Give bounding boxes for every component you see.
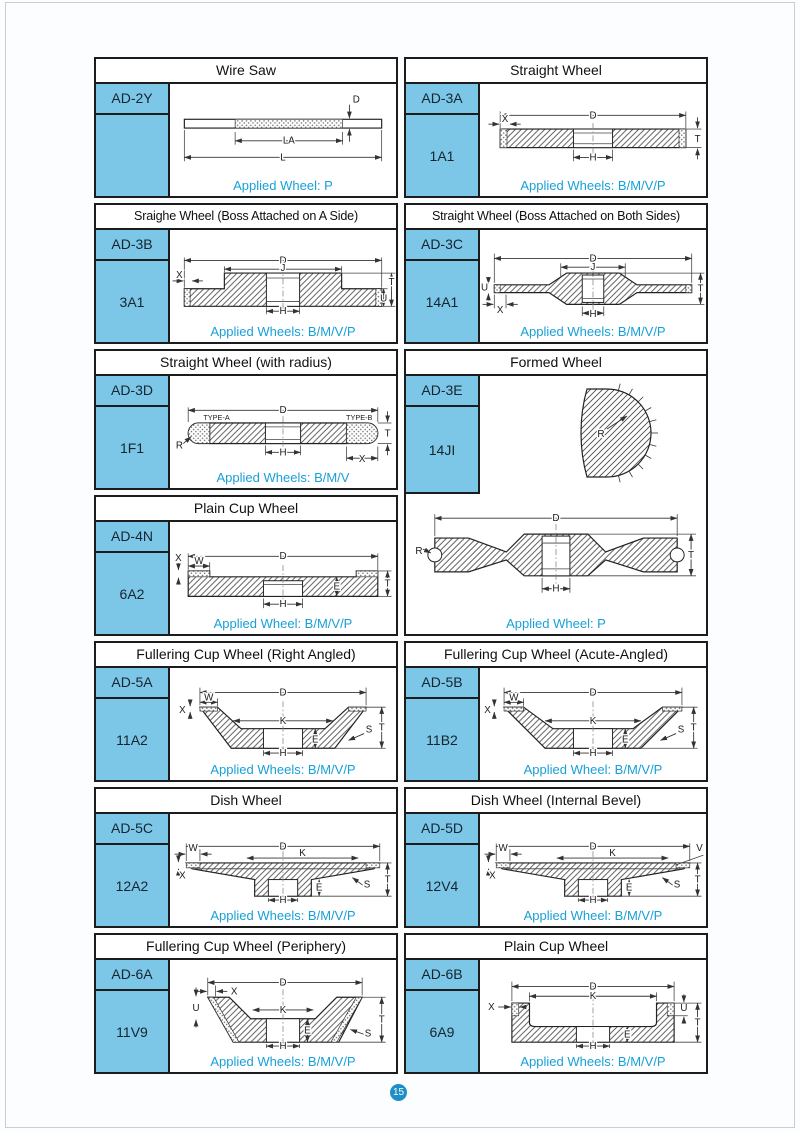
dim-label-h: H <box>279 446 287 458</box>
code-sidebar <box>96 376 170 488</box>
dim-label-d: D <box>279 404 287 416</box>
dim-label-x: X <box>501 113 509 125</box>
dim-label-e: E <box>621 733 629 745</box>
dim-label-h: H <box>279 747 287 758</box>
dim-label-h: H <box>589 1040 597 1050</box>
code-sidebar <box>406 668 480 780</box>
code-sidebar <box>96 522 170 634</box>
catalog-code: AD-5C <box>96 814 168 845</box>
cell-title: Formed Wheel <box>406 351 706 376</box>
formed-profile <box>581 389 651 477</box>
shape-code: 14A1 <box>425 293 459 310</box>
dim-label-x: X <box>179 870 186 882</box>
fullering-periphery-diagram <box>170 964 396 1050</box>
cell-title: Plain Cup Wheel <box>406 935 706 960</box>
dim-label-j: J <box>280 262 286 274</box>
dim-label-u: U <box>380 292 388 304</box>
dim-label-t: T <box>388 276 395 288</box>
applied-wheels-text: Applied Wheels: B/M/V/P <box>520 324 666 339</box>
plain-cup-2-diagram <box>480 964 706 1050</box>
plain-cup-diagram <box>170 526 396 612</box>
wheel-table <box>94 57 708 1074</box>
catalog-code: AD-4N <box>96 522 168 553</box>
straight-radius-diagram <box>170 380 396 466</box>
applied-wheels-text: Applied Wheels: B/M/V/P <box>520 1054 666 1069</box>
dim-label-h: H <box>589 747 597 758</box>
applied-wheels-text: Applied Wheels: B/M/V <box>216 470 350 485</box>
code-sidebar <box>96 668 170 780</box>
formed-profile-diagram <box>489 383 699 487</box>
dim-label-la: LA <box>282 135 295 147</box>
dim-label-e: E <box>333 581 341 593</box>
cell-title: Dish Wheel <box>96 789 396 814</box>
dim-label-x: X <box>176 269 183 281</box>
applied-wheels-text: Applied Wheels: B/M/V/P <box>210 324 356 339</box>
dim-label-h: H <box>279 1040 287 1050</box>
applied-wheels-text: Applied Wheel: B/M/V/P <box>213 616 353 631</box>
cell-title: Wire Saw <box>96 59 396 84</box>
dim-label-h: H <box>552 583 560 595</box>
cell-fullering-right <box>94 641 398 782</box>
catalog-code: AD-3E <box>406 376 478 407</box>
dim-label-v: V <box>696 842 703 854</box>
shape-code: 3A1 <box>119 293 145 310</box>
dim-label-k: K <box>589 715 597 727</box>
left-column <box>94 57 398 1074</box>
dim-label-d: D <box>589 686 597 698</box>
dim-label-s: S <box>673 878 681 890</box>
cell-title: Sraighe Wheel (Boss Attached on A Side) <box>96 205 396 230</box>
code-sidebar <box>406 960 480 1072</box>
dim-label-r: R <box>175 439 183 451</box>
boss-one-side-diagram <box>170 234 396 320</box>
type-b-label: TYPE-B <box>346 412 373 422</box>
catalog-code: AD-6A <box>96 960 168 991</box>
catalog-code: AD-3D <box>96 376 168 407</box>
dim-label-w: W <box>188 842 198 854</box>
catalog-code: AD-6B <box>406 960 478 991</box>
dim-label-x: X <box>484 704 491 716</box>
dim-label-h: H <box>589 151 597 163</box>
code-sidebar <box>96 960 170 1072</box>
dim-label-x: X <box>179 704 186 716</box>
dim-label-x: X <box>489 870 496 882</box>
left-notch <box>428 548 442 562</box>
applied-wheels-text: Applied Wheels: B/M/V/P <box>210 762 356 777</box>
cell-formed <box>404 349 708 636</box>
abrasive-segment <box>235 119 342 128</box>
applied-wheels-text: Applied Wheel: P <box>506 616 606 631</box>
right-notch <box>670 548 684 562</box>
dim-label-d: D <box>352 94 360 106</box>
applied-wheels-text: Applied Wheel: B/M/V/P <box>523 762 663 777</box>
cell-title: Straight Wheel (Boss Attached on Both Sides) <box>406 205 706 230</box>
catalog-code: AD-3A <box>406 84 478 115</box>
dim-label-k: K <box>609 847 616 859</box>
dim-label-e: E <box>623 1028 631 1040</box>
shape-code: 6A2 <box>119 585 145 602</box>
cell-plain-cup <box>94 495 398 636</box>
applied-wheels-text: Applied Wheel: P <box>233 178 333 193</box>
boss-both-sides-diagram <box>480 234 706 320</box>
dim-label-d: D <box>279 550 287 562</box>
applied-wheels-text: Applied Wheels: B/M/V/P <box>210 1054 356 1069</box>
dim-label-x: X <box>488 1001 495 1013</box>
cell-title: Dish Wheel (Internal Bevel) <box>406 789 706 814</box>
dim-label-t: T <box>697 283 704 295</box>
dim-label-d: D <box>589 980 597 992</box>
cell-boss-both-sides <box>404 203 708 344</box>
dim-label-r: R <box>415 545 423 557</box>
type-a-label: TYPE-A <box>203 412 230 422</box>
dim-label-u: U <box>680 1002 688 1014</box>
cell-title: Fullering Cup Wheel (Right Angled) <box>96 643 396 668</box>
dim-label-t: T <box>690 722 697 734</box>
dim-label-x: X <box>230 985 238 997</box>
dim-label-t: T <box>378 1014 385 1026</box>
catalog-code: AD-3C <box>406 230 478 261</box>
shape-code: 1A1 <box>429 147 455 164</box>
code-sidebar <box>406 376 480 494</box>
right-column <box>404 57 708 1074</box>
dim-label-w: W <box>194 555 204 567</box>
shape-code: 11B2 <box>426 731 458 748</box>
dim-label-k: K <box>279 715 287 727</box>
code-sidebar <box>96 230 170 342</box>
code-sidebar <box>96 84 170 196</box>
cell-title: Plain Cup Wheel <box>96 497 396 522</box>
dim-label-e: E <box>311 733 319 745</box>
cell-plain-cup-2 <box>404 933 708 1074</box>
applied-wheels-text: Applied Wheel: B/M/V/P <box>523 908 663 923</box>
cell-boss-one-side <box>94 203 398 344</box>
dim-label-k: K <box>279 1004 287 1016</box>
dim-label-e: E <box>315 881 323 893</box>
dim-label-t: T <box>694 133 701 145</box>
applied-wheels-text: Applied Wheels: B/M/V/P <box>210 908 356 923</box>
cell-fullering-acute <box>404 641 708 782</box>
cell-title: Straight Wheel <box>406 59 706 84</box>
dim-label-e: E <box>625 881 633 893</box>
dim-label-s: S <box>677 724 685 736</box>
dim-label-t: T <box>694 874 701 885</box>
dim-label-h: H <box>589 308 597 320</box>
code-sidebar <box>406 814 480 926</box>
dim-label-d: D <box>589 109 597 121</box>
dim-label-h: H <box>279 305 287 317</box>
dim-label-d: D <box>279 686 287 698</box>
dim-label-d: D <box>279 840 287 852</box>
dim-label-r: R <box>597 429 605 440</box>
dim-label-s: S <box>363 878 371 890</box>
page-number-badge: 15 <box>390 1084 407 1101</box>
cell-wire-saw <box>94 57 398 198</box>
cell-dish <box>94 787 398 928</box>
dim-label-u: U <box>480 282 489 294</box>
catalog-code: AD-3B <box>96 230 168 261</box>
catalog-code: AD-5D <box>406 814 478 845</box>
dim-label-t: T <box>378 722 385 734</box>
dim-label-x: X <box>175 552 182 564</box>
shape-code: 11A2 <box>116 731 148 748</box>
dim-label-t: T <box>384 578 391 590</box>
catalog-code: AD-5B <box>406 668 478 699</box>
dim-label-x: X <box>358 453 366 465</box>
dim-label-t: T <box>384 874 391 885</box>
dim-label-h: H <box>279 894 287 904</box>
catalog-code: AD-2Y <box>96 84 168 115</box>
dim-label-t: T <box>688 549 695 561</box>
dim-label-s: S <box>364 1027 372 1039</box>
dim-label-w: W <box>204 691 214 703</box>
straight-wheel-diagram <box>480 88 706 174</box>
cell-fullering-periphery <box>94 933 398 1074</box>
dim-label-t: T <box>384 428 391 440</box>
shape-code: 1F1 <box>119 439 145 456</box>
dim-label-k: K <box>589 990 597 1002</box>
dish-diagram <box>170 818 396 904</box>
dim-label-t: T <box>694 1017 701 1029</box>
code-sidebar <box>96 814 170 926</box>
dim-label-h: H <box>589 894 597 904</box>
cell-straight-radius <box>94 349 398 490</box>
fullering-right-diagram <box>170 672 396 758</box>
shape-code: 12A2 <box>115 877 149 894</box>
fullering-acute-diagram <box>480 672 706 758</box>
shape-code: 6A9 <box>429 1023 455 1040</box>
shape-code: 11V9 <box>116 1023 148 1040</box>
dim-label-w: W <box>498 842 508 854</box>
cell-title: Straight Wheel (with radius) <box>96 351 396 376</box>
wire-saw-diagram <box>170 89 396 173</box>
dim-label-d: D <box>589 252 597 264</box>
dim-label-x: X <box>496 304 504 316</box>
catalog-code: AD-5A <box>96 668 168 699</box>
dim-label-d: D <box>589 840 597 852</box>
cell-straight <box>404 57 708 198</box>
dim-label-d: D <box>279 254 287 266</box>
cell-title: Fullering Cup Wheel (Acute-Angled) <box>406 643 706 668</box>
cell-dish-bevel <box>404 787 708 928</box>
dish-bevel-diagram <box>480 818 706 904</box>
dim-label-u: U <box>192 1002 200 1014</box>
dim-label-k: K <box>299 847 306 859</box>
shape-code: 14JI <box>428 441 456 458</box>
dim-label-j: J <box>590 261 596 273</box>
shape-code <box>96 115 168 196</box>
shape-code: 12V4 <box>425 877 459 894</box>
cell-title: Fullering Cup Wheel (Periphery) <box>96 935 396 960</box>
code-sidebar <box>406 84 480 196</box>
code-sidebar <box>406 230 480 342</box>
dim-label-d: D <box>552 513 560 525</box>
dim-label-e: E <box>304 1024 311 1036</box>
dim-label-w: W <box>509 691 519 703</box>
dim-label-s: S <box>365 724 373 736</box>
applied-wheels-text: Applied Wheels: B/M/V/P <box>520 178 666 193</box>
dim-label-h: H <box>279 598 287 610</box>
dim-label-l: L <box>280 151 286 163</box>
dim-label-d: D <box>279 977 287 988</box>
formed-section-diagram <box>407 494 705 608</box>
